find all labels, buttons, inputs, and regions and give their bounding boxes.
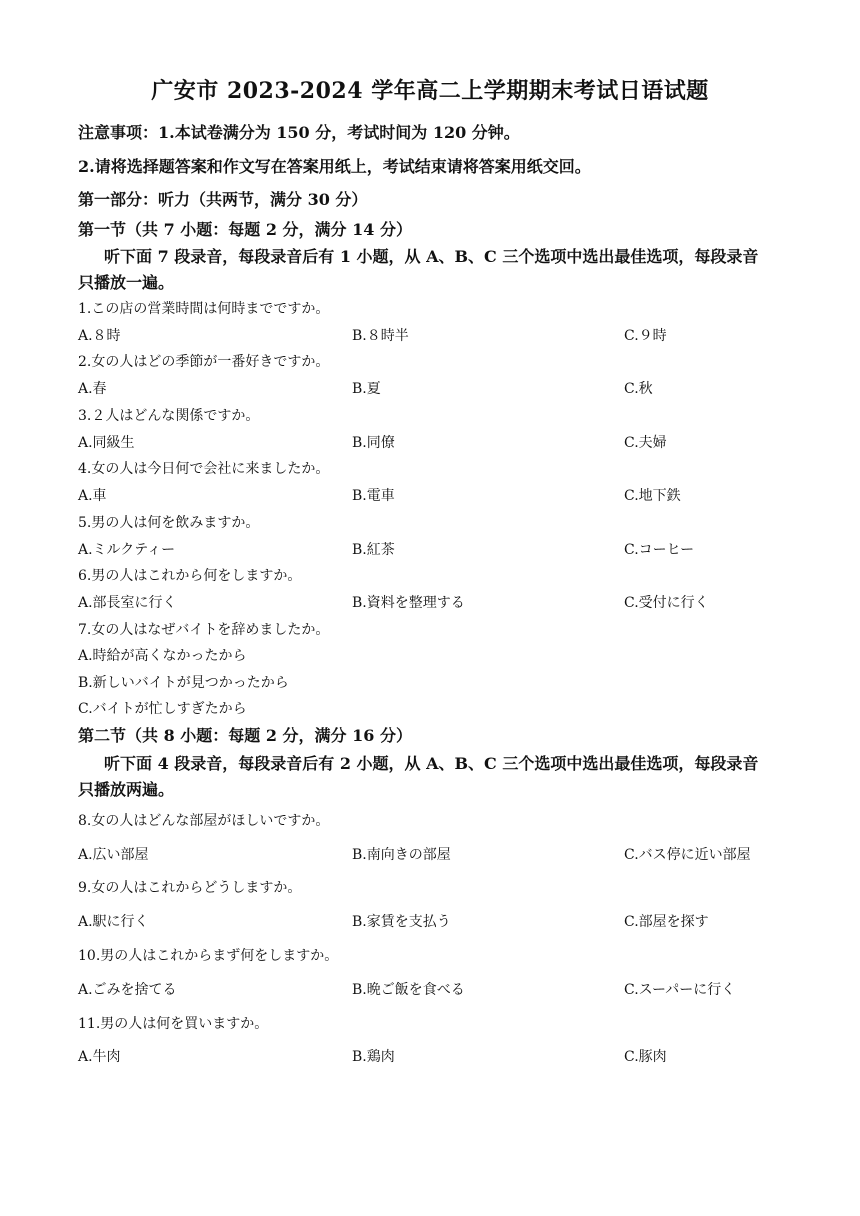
- question-2: 2.女の人はどの季節が一番好きですか。: [78, 354, 330, 370]
- question-5: 5.男の人は何を飲みますか。: [78, 515, 260, 531]
- question-4: 4.女の人は今日何で会社に来ましたか。: [78, 461, 330, 477]
- question-6-option-b: B.資料を整理する: [352, 595, 465, 611]
- question-4-option-b: B.電車: [352, 488, 395, 504]
- question-2-option-c: C.秋: [624, 381, 653, 397]
- question-9: 9.女の人はこれからどうしますか。: [78, 880, 302, 896]
- section2-instruction-2: 只播放两遍。: [78, 780, 175, 799]
- notes-line-1: 注意事项：1.本试卷满分为 150 分，考试时间为 120 分钟。: [78, 123, 520, 142]
- question-4-option-c: C.地下鉄: [624, 488, 681, 504]
- question-4-option-a: A.車: [78, 488, 107, 504]
- section2-instruction-1: 听下面 4 段录音，每段录音后有 2 小题，从 A、B、C 三个选项中选出最佳选项，每段录音: [104, 754, 759, 773]
- part1-heading: 第一部分：听力（共两节，满分 30 分）: [78, 190, 368, 209]
- question-10-option-a: A.ごみを捨てる: [78, 982, 177, 998]
- question-3-option-a: A.同級生: [78, 435, 135, 451]
- question-11-option-a: A.牛肉: [78, 1049, 121, 1065]
- question-10: 10.男の人はこれからまず何をしますか。: [78, 948, 339, 964]
- question-6: 6.男の人はこれから何をしますか。: [78, 568, 302, 584]
- question-8-option-b: B.南向きの部屋: [352, 847, 451, 863]
- question-9-option-c: C.部屋を探す: [624, 914, 709, 930]
- question-11-option-b: B.鶏肉: [352, 1049, 395, 1065]
- question-1-option-a: A.８時: [78, 328, 121, 344]
- question-2-option-b: B.夏: [352, 381, 381, 397]
- question-10-option-b: B.晩ご飯を食べる: [352, 982, 465, 998]
- question-2-option-a: A.春: [78, 381, 107, 397]
- question-1: 1.この店の営業時間は何時までですか。: [78, 301, 330, 317]
- notes-line-2: 2.请将选择题答案和作文写在答案用纸上，考试结束请将答案用纸交回。: [78, 157, 591, 176]
- question-5-option-c: C.コーヒー: [624, 542, 695, 558]
- section1-instruction-1: 听下面 7 段录音，每段录音后有 1 小题，从 A、B、C 三个选项中选出最佳选项，每段录音: [104, 247, 759, 266]
- question-9-option-b: B.家賃を支払う: [352, 914, 451, 930]
- question-5-option-a: A.ミルクティー: [78, 542, 176, 558]
- question-5-option-b: B.紅茶: [352, 542, 395, 558]
- section2-heading: 第二节（共 8 小题：每题 2 分，满分 16 分）: [78, 726, 412, 745]
- question-9-option-a: A.駅に行く: [78, 914, 149, 930]
- section1-instruction-2: 只播放一遍。: [78, 273, 175, 292]
- exam-title: 广安市 2023-2024 学年高二上学期期末考试日语试题: [151, 78, 709, 104]
- question-8: 8.女の人はどんな部屋がほしいですか。: [78, 813, 330, 829]
- question-11: 11.男の人は何を買いますか。: [78, 1016, 269, 1032]
- question-10-option-c: C.スーパーに行く: [624, 982, 736, 998]
- question-8-option-c: C.バス停に近い部屋: [624, 847, 751, 863]
- section1-heading: 第一节（共 7 小题：每题 2 分，满分 14 分）: [78, 220, 412, 239]
- question-3: 3.２人はどんな関係ですか。: [78, 408, 260, 424]
- question-6-option-a: A.部長室に行く: [78, 595, 177, 611]
- question-3-option-b: B.同僚: [352, 435, 395, 451]
- question-3-option-c: C.夫婦: [624, 435, 667, 451]
- question-7-option-a: A.時給が高くなかったから: [78, 648, 247, 664]
- question-7-option-b: B.新しいバイトが見つかったから: [78, 675, 289, 691]
- question-1-option-b: B.８時半: [352, 328, 409, 344]
- question-1-option-c: C.９時: [624, 328, 667, 344]
- question-7: 7.女の人はなぜバイトを辞めましたか。: [78, 622, 330, 638]
- question-11-option-c: C.豚肉: [624, 1049, 667, 1065]
- question-8-option-a: A.広い部屋: [78, 847, 149, 863]
- question-7-option-c: C.バイトが忙しすぎたから: [78, 701, 247, 717]
- question-6-option-c: C.受付に行く: [624, 595, 709, 611]
